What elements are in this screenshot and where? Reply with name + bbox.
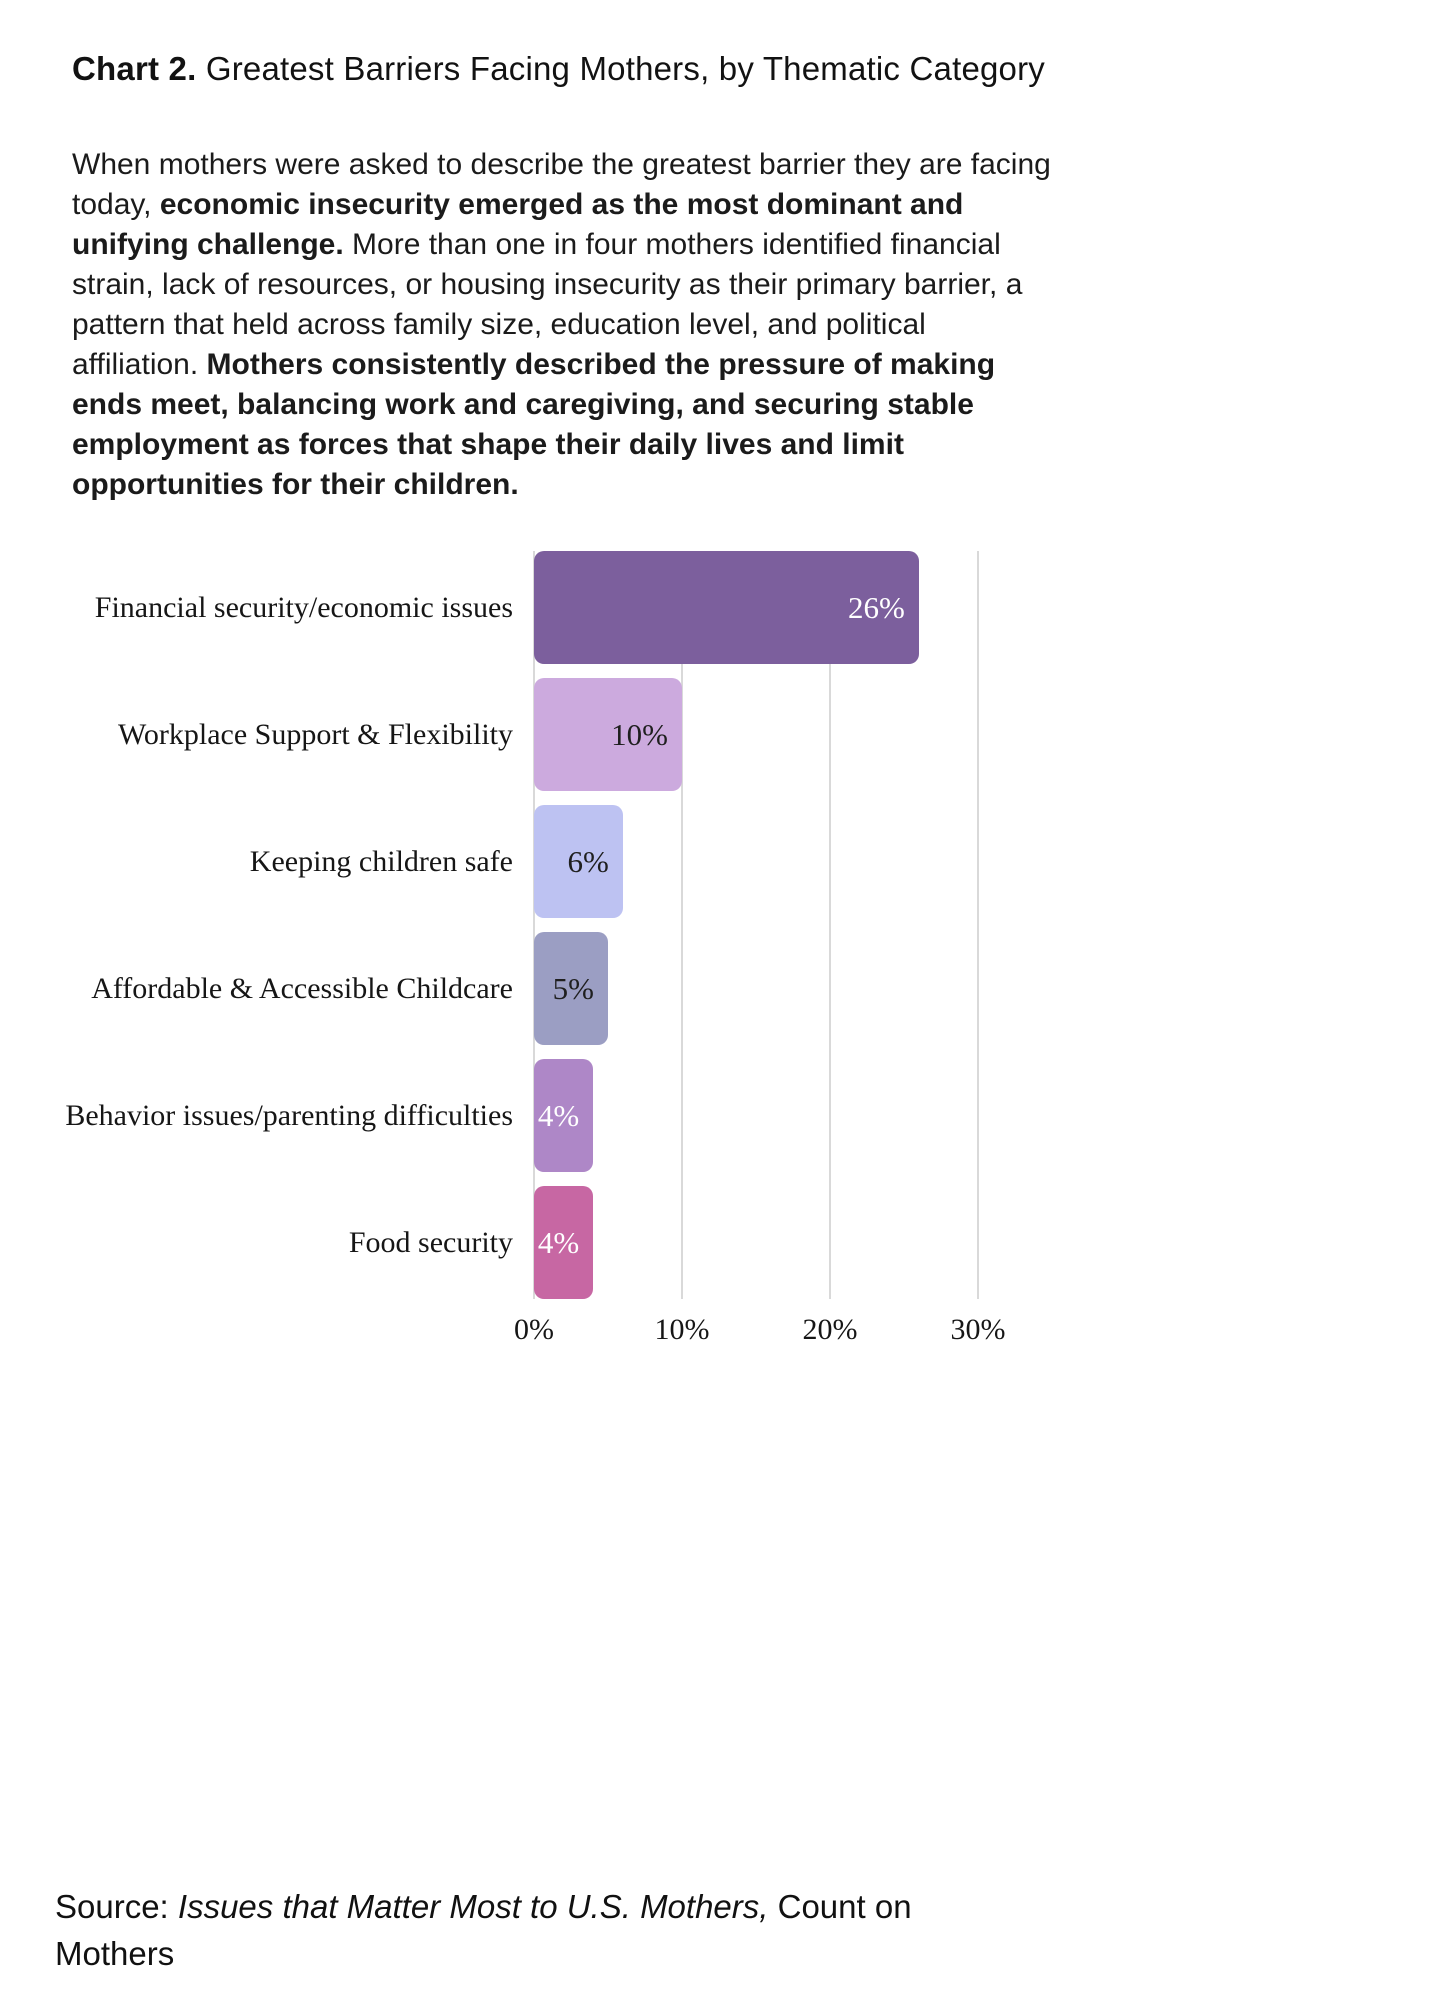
chart-row xyxy=(0,1059,1448,1172)
category-label: Workplace Support & Flexibility xyxy=(117,717,513,751)
intro-paragraph xyxy=(72,145,1052,505)
bar-track xyxy=(534,1059,978,1172)
value-label: 5% xyxy=(552,970,594,1006)
bar xyxy=(534,551,919,664)
bar-track xyxy=(534,805,978,918)
intro-text: More than one in four mothers identified financial strain, lack of resources, or housing insecurity as their primary barrier, a pattern that held across family size, education level, and political affiliation. xyxy=(72,228,1023,381)
bar-chart xyxy=(0,551,1448,1365)
bar-track xyxy=(534,1186,978,1299)
x-tick-label: 10% xyxy=(654,1313,710,1346)
chart-row xyxy=(0,932,1448,1045)
bar xyxy=(534,1059,593,1172)
chart-title xyxy=(72,50,1376,88)
source-title: Issues that Matter Most to U.S. Mothers, xyxy=(177,1888,769,1925)
chart-row xyxy=(0,1186,1448,1299)
source-note xyxy=(55,1883,955,1977)
value-label: 6% xyxy=(567,843,609,879)
chart-title-prefix: Chart 2. xyxy=(72,50,197,87)
chart-title-rest: Greatest Barriers Facing Mothers, by Thematic Category xyxy=(196,50,1046,87)
x-tick-label: 20% xyxy=(802,1313,858,1346)
chart-rows xyxy=(0,551,1448,1299)
category-label: Financial security/economic issues xyxy=(94,590,513,624)
intro-bold-text: economic insecurity emerged as the most dominant and unifying challenge. xyxy=(72,188,964,261)
intro-bold-text: Mothers consistently described the pressure of making ends meet, balancing work and caregiving, and securing stable employment as forces that shape their daily lives and limit opportunities for their children. xyxy=(72,348,996,501)
intro-text: When mothers were asked to describe the greatest barrier they are facing today, xyxy=(72,148,1051,221)
bar-track xyxy=(534,932,978,1045)
chart-row xyxy=(0,551,1448,664)
value-label: 26% xyxy=(847,589,905,625)
chart-row xyxy=(0,678,1448,791)
category-label: Affordable & Accessible Childcare xyxy=(91,971,513,1005)
plot-area xyxy=(0,551,1448,1299)
value-label: 10% xyxy=(611,716,668,752)
bar xyxy=(534,678,682,791)
value-label: 4% xyxy=(537,1224,580,1260)
category-label: Food security xyxy=(348,1225,513,1259)
bar xyxy=(534,1186,593,1299)
bar-track xyxy=(534,551,978,664)
x-tick-label: 0% xyxy=(514,1313,554,1346)
category-label: Keeping children safe xyxy=(249,844,513,878)
bar-track xyxy=(534,678,978,791)
category-label: Behavior issues/parenting difficulties xyxy=(65,1098,513,1132)
x-tick-label: 30% xyxy=(950,1313,1006,1346)
source-prefix: Source: xyxy=(55,1888,178,1925)
bar xyxy=(534,932,608,1045)
source-suffix: Count on Mothers xyxy=(55,1888,912,1972)
bar xyxy=(534,805,623,918)
chart-row xyxy=(0,805,1448,918)
value-label: 4% xyxy=(537,1097,580,1133)
x-axis xyxy=(514,1299,1006,1365)
